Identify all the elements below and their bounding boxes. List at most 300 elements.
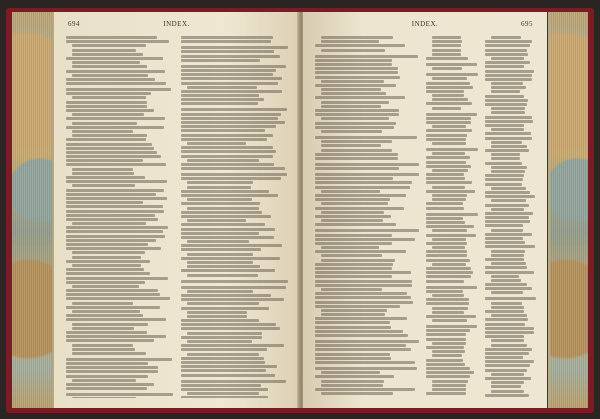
index-text-line	[181, 357, 265, 360]
index-text-line	[485, 174, 525, 177]
index-text-line	[321, 92, 386, 95]
index-text-line	[181, 190, 270, 193]
index-text-line	[485, 99, 529, 102]
index-text-line	[315, 186, 410, 189]
index-text-line	[485, 178, 523, 181]
index-text-line	[491, 390, 524, 393]
index-text-line	[315, 55, 418, 58]
index-text-line	[187, 181, 253, 184]
index-text-line	[432, 40, 462, 43]
index-text-line	[426, 338, 466, 341]
index-text-line	[426, 286, 477, 289]
index-text-line	[315, 126, 394, 129]
index-text-line	[432, 142, 466, 145]
index-text-line	[432, 125, 466, 128]
index-text-line	[66, 88, 171, 91]
index-text-line	[315, 242, 392, 245]
index-text-line	[66, 366, 158, 369]
index-text-line	[315, 275, 392, 278]
index-text-line	[432, 152, 465, 155]
index-text-line	[315, 181, 412, 184]
index-text-line	[426, 259, 470, 262]
index-text-line	[181, 134, 273, 137]
index-text-line	[485, 283, 528, 286]
index-text-line	[187, 290, 253, 293]
index-text-line	[66, 151, 157, 154]
index-text-line	[485, 124, 525, 127]
left-page	[54, 12, 299, 408]
index-text-line	[66, 180, 167, 183]
index-text-line	[485, 356, 524, 359]
index-text-line	[315, 198, 390, 201]
index-text-line	[426, 207, 464, 210]
index-text-line	[66, 314, 143, 317]
index-text-line	[315, 163, 419, 166]
index-text-line	[491, 208, 525, 211]
index-text-line	[187, 332, 263, 335]
index-text-line	[321, 371, 380, 374]
index-text-line	[491, 306, 525, 309]
index-text-line	[181, 50, 274, 53]
index-text-line	[485, 183, 523, 186]
index-text-line	[485, 271, 535, 274]
index-text-line	[432, 294, 464, 297]
index-text-line	[66, 393, 173, 396]
index-text-line	[426, 202, 463, 205]
index-text-line	[426, 148, 478, 151]
index-text-line	[485, 95, 525, 98]
index-text-line	[66, 40, 169, 43]
index-text-line	[72, 74, 148, 77]
index-text-line	[491, 385, 521, 388]
index-text-line	[491, 279, 522, 282]
index-text-line	[426, 392, 466, 395]
index-text-line	[491, 302, 523, 305]
index-text-line	[321, 254, 382, 257]
index-text-line	[181, 202, 260, 205]
index-text-line	[485, 364, 530, 367]
index-text-line	[315, 71, 398, 74]
index-text-line	[315, 76, 400, 79]
index-text-line	[485, 65, 525, 68]
index-text-line	[491, 111, 525, 114]
index-text-line	[426, 298, 469, 301]
index-text-line	[321, 101, 389, 104]
index-text-line	[426, 213, 478, 216]
index-text-line	[315, 271, 411, 274]
index-text-line	[72, 310, 140, 313]
marbled-edge-right	[548, 12, 588, 408]
index-text-line	[66, 201, 143, 204]
index-text-line	[181, 319, 259, 322]
index-text-line	[485, 53, 528, 56]
index-text-line	[187, 340, 252, 343]
index-text-line	[66, 281, 145, 284]
index-text-line	[485, 204, 530, 207]
index-text-line	[66, 109, 154, 112]
index-text-line	[485, 137, 533, 140]
index-text-line	[321, 202, 388, 205]
index-text-line	[432, 194, 467, 197]
index-text-line	[491, 86, 527, 89]
index-text-line	[66, 243, 148, 246]
index-text-line	[315, 317, 407, 320]
index-text-line	[485, 377, 531, 380]
index-text-line	[181, 244, 283, 247]
index-text-line	[315, 167, 399, 170]
index-text-line	[491, 339, 524, 342]
index-text-line	[491, 166, 527, 169]
index-text-line	[66, 218, 158, 221]
index-text-line	[181, 257, 281, 260]
index-text-line	[315, 122, 396, 125]
index-text-line	[72, 379, 136, 382]
index-text-line	[66, 335, 166, 338]
index-text-line	[72, 130, 133, 133]
index-text-line	[315, 238, 415, 241]
index-text-line	[181, 248, 261, 251]
marbled-edge-left	[12, 12, 54, 408]
index-text-line	[485, 258, 525, 261]
index-text-line	[72, 285, 139, 288]
index-text-line	[426, 315, 476, 318]
index-text-line	[66, 375, 148, 378]
index-text-line	[485, 49, 528, 52]
index-text-line	[426, 367, 470, 370]
index-text-line	[72, 344, 133, 347]
right-column-1	[315, 36, 420, 398]
index-text-line	[426, 181, 472, 184]
index-text-line	[181, 327, 281, 330]
index-text-line	[187, 240, 250, 243]
index-text-line	[491, 128, 524, 131]
index-text-line	[491, 145, 527, 148]
index-text-line	[426, 254, 467, 257]
index-text-line	[315, 109, 399, 112]
index-text-line	[315, 113, 399, 116]
index-text-line	[485, 369, 527, 372]
index-text-line	[432, 169, 468, 172]
index-text-line	[432, 380, 468, 383]
index-text-line	[426, 221, 465, 224]
index-text-line	[181, 388, 269, 391]
index-text-line	[181, 146, 273, 149]
index-text-line	[187, 302, 260, 305]
index-text-line	[187, 86, 258, 89]
index-text-line	[485, 44, 531, 47]
index-text-line	[181, 46, 288, 49]
index-text-line	[426, 267, 471, 270]
index-text-line	[181, 369, 267, 372]
index-text-line	[66, 126, 164, 129]
index-text-line	[181, 155, 273, 158]
index-text-line	[315, 367, 417, 370]
index-text-line	[315, 344, 406, 347]
index-text-line	[181, 129, 266, 132]
index-text-line	[181, 294, 271, 297]
index-text-line	[315, 292, 407, 295]
index-text-line	[321, 384, 383, 387]
index-text-line	[66, 78, 155, 81]
index-text-line	[321, 40, 379, 43]
index-text-line	[66, 370, 158, 373]
index-text-line	[315, 84, 396, 87]
index-text-line	[66, 210, 164, 213]
index-text-line	[315, 44, 405, 47]
index-text-line	[426, 138, 466, 141]
index-text-line	[432, 388, 466, 391]
index-text-line	[491, 82, 524, 85]
right-page-header	[317, 20, 533, 30]
index-text-line	[321, 88, 381, 91]
index-text-line	[432, 198, 466, 201]
index-text-line	[426, 242, 467, 245]
index-text-line	[426, 225, 474, 228]
index-text-line	[187, 207, 260, 210]
index-text-line	[72, 222, 146, 225]
index-text-line	[181, 215, 271, 218]
index-text-line	[66, 57, 163, 60]
left-column-1	[66, 36, 175, 398]
index-text-line	[485, 241, 526, 244]
index-text-line	[321, 140, 392, 143]
index-text-line	[426, 325, 477, 328]
index-text-line	[426, 329, 470, 332]
index-text-line	[426, 161, 466, 164]
index-text-line	[321, 313, 385, 316]
index-text-line	[66, 92, 151, 95]
index-text-line	[321, 392, 393, 395]
index-text-line	[485, 40, 532, 43]
index-text-line	[187, 219, 247, 222]
index-text-line	[181, 69, 276, 72]
index-text-line	[485, 233, 532, 236]
index-text-line	[181, 232, 259, 235]
index-text-line	[426, 359, 463, 362]
index-text-line	[485, 149, 529, 152]
index-text-line	[491, 141, 523, 144]
index-text-line	[181, 336, 262, 339]
index-text-line	[426, 129, 472, 132]
index-text-line	[181, 228, 275, 231]
index-text-line	[66, 155, 161, 158]
left-column-2	[181, 36, 290, 398]
right-running-head: INDEX.	[411, 20, 439, 28]
index-text-line	[181, 117, 279, 120]
index-text-line	[491, 199, 527, 202]
index-text-line	[315, 361, 415, 364]
index-text-line	[315, 96, 405, 99]
index-text-line	[181, 236, 274, 239]
index-text-line	[321, 49, 385, 52]
index-text-line	[187, 159, 260, 162]
index-text-line	[181, 73, 273, 76]
index-text-line	[181, 361, 266, 364]
index-text-line	[315, 330, 403, 333]
index-text-line	[72, 113, 144, 116]
index-text-line	[426, 90, 464, 93]
index-text-line	[321, 380, 384, 383]
index-text-line	[491, 262, 526, 265]
index-text-line	[315, 59, 392, 62]
index-text-line	[72, 302, 133, 305]
index-text-line	[181, 365, 278, 368]
index-text-line	[426, 86, 473, 89]
index-text-line	[181, 102, 258, 105]
index-text-line	[485, 348, 532, 351]
index-text-line	[181, 94, 259, 97]
index-text-line	[315, 284, 412, 287]
index-text-line	[485, 74, 532, 77]
index-text-line	[72, 44, 146, 47]
index-text-line	[315, 305, 400, 308]
index-text-line	[485, 331, 534, 334]
index-text-line	[315, 67, 398, 70]
index-text-line	[485, 132, 531, 135]
index-text-line	[181, 59, 260, 62]
index-text-line	[426, 156, 470, 159]
index-text-line	[66, 197, 167, 200]
index-text-line	[181, 269, 275, 272]
index-text-line	[181, 55, 281, 58]
right-page-number: 695	[521, 20, 533, 28]
index-text-line	[315, 153, 398, 156]
index-text-line	[321, 36, 393, 39]
index-text-line	[181, 298, 284, 301]
index-text-line	[66, 147, 154, 150]
index-text-line	[485, 116, 533, 119]
index-text-line	[315, 263, 393, 266]
index-text-line	[66, 226, 168, 229]
index-text-line	[485, 216, 530, 219]
index-text-line	[491, 275, 520, 278]
index-text-line	[66, 214, 155, 217]
index-text-line	[315, 136, 417, 139]
index-text-line	[426, 73, 478, 76]
index-text-line	[426, 165, 471, 168]
index-text-line	[181, 348, 268, 351]
index-text-line	[426, 375, 470, 378]
index-text-line	[66, 331, 147, 334]
index-text-line	[491, 381, 524, 384]
index-text-line	[432, 36, 461, 39]
index-text-line	[66, 159, 143, 162]
index-text-line	[181, 108, 287, 111]
index-text-line	[485, 394, 530, 397]
index-text-line	[485, 103, 527, 106]
right-page-text-columns	[315, 36, 537, 398]
index-text-line	[181, 90, 283, 93]
index-text-line	[181, 286, 286, 289]
right-page	[303, 12, 547, 408]
index-text-line	[315, 340, 419, 343]
index-text-line	[321, 144, 381, 147]
index-text-line	[181, 150, 276, 153]
index-text-line	[72, 122, 137, 125]
index-text-line	[426, 302, 469, 305]
index-text-line	[432, 384, 466, 387]
index-text-line	[181, 65, 286, 68]
index-text-line	[187, 274, 259, 277]
index-text-line	[72, 184, 135, 187]
index-text-line	[426, 234, 476, 237]
index-text-line	[181, 138, 268, 141]
index-text-line	[485, 120, 534, 123]
index-text-line	[72, 49, 136, 52]
index-text-line	[66, 247, 161, 250]
index-text-line	[72, 323, 148, 326]
index-text-line	[432, 350, 465, 353]
index-text-line	[485, 212, 534, 215]
index-text-line	[315, 348, 411, 351]
index-text-line	[66, 70, 165, 73]
index-text-line	[426, 117, 471, 120]
index-text-line	[485, 191, 531, 194]
index-text-line	[321, 117, 389, 120]
index-text-line	[72, 168, 133, 171]
index-text-line	[315, 357, 391, 360]
index-text-line	[315, 207, 404, 210]
index-text-line	[66, 268, 144, 271]
index-text-line	[426, 250, 467, 253]
index-text-line	[315, 177, 393, 180]
index-text-line	[315, 388, 415, 391]
index-text-line	[321, 309, 387, 312]
index-text-line	[432, 67, 462, 70]
index-text-line	[321, 105, 381, 108]
index-text-line	[187, 265, 261, 268]
index-text-line	[491, 36, 521, 39]
index-text-line	[66, 293, 160, 296]
index-text-line	[66, 176, 145, 179]
index-text-line	[181, 121, 285, 124]
index-text-line	[315, 194, 406, 197]
index-text-line	[66, 105, 147, 108]
index-text-line	[181, 374, 275, 377]
right-column-2	[426, 36, 479, 398]
index-text-line	[66, 189, 164, 192]
index-text-line	[187, 311, 248, 314]
index-text-line	[491, 229, 524, 232]
index-text-line	[315, 296, 411, 299]
index-text-line	[315, 334, 408, 337]
index-text-line	[181, 307, 270, 310]
index-text-line	[491, 250, 525, 253]
index-text-line	[181, 194, 279, 197]
index-text-line	[187, 261, 253, 264]
index-text-line	[491, 344, 527, 347]
index-text-line	[66, 339, 154, 342]
index-text-line	[321, 288, 382, 291]
index-text-line	[66, 318, 166, 321]
index-text-line	[485, 245, 535, 248]
left-page-text-columns	[66, 36, 289, 398]
index-text-line	[426, 333, 466, 336]
index-text-line	[426, 217, 463, 220]
index-text-line	[485, 323, 525, 326]
index-text-line	[315, 375, 394, 378]
right-column-3	[485, 36, 538, 398]
index-text-line	[426, 102, 472, 105]
index-text-line	[321, 246, 379, 249]
index-text-line	[426, 121, 471, 124]
index-text-line	[426, 177, 465, 180]
index-text-line	[181, 113, 282, 116]
index-text-line	[66, 260, 150, 263]
index-text-line	[181, 280, 288, 283]
left-page-number: 694	[68, 20, 80, 28]
index-text-line	[181, 344, 284, 347]
